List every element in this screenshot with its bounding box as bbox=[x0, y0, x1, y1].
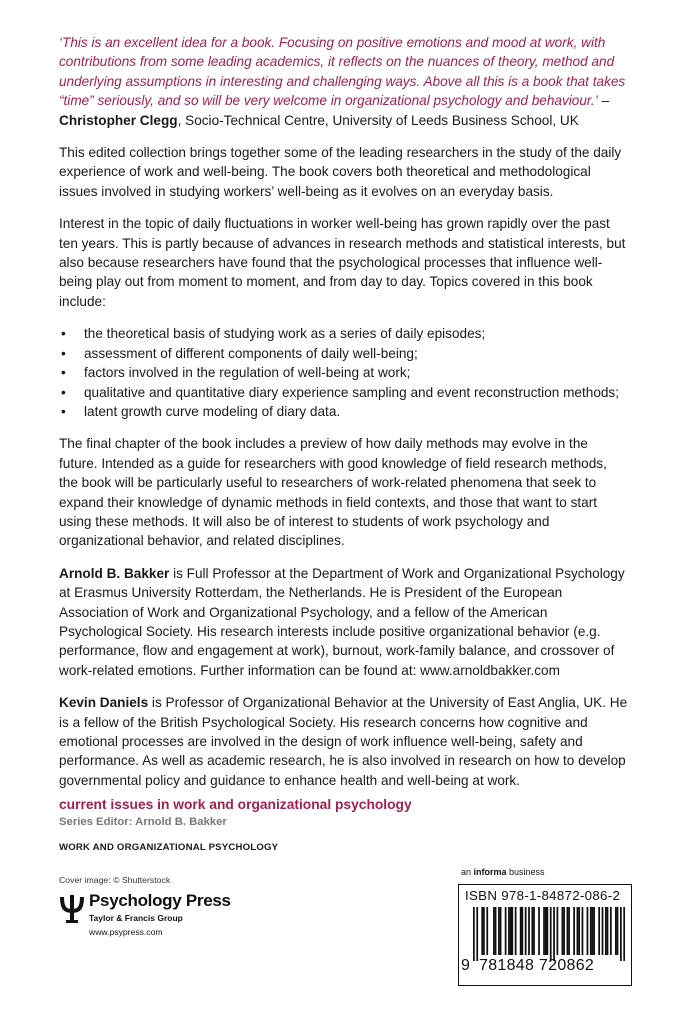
barcode-bar bbox=[593, 907, 595, 955]
barcode-bar bbox=[573, 907, 575, 955]
barcode-bar bbox=[620, 907, 622, 961]
bullet-icon: • bbox=[61, 365, 66, 381]
barcode-digits: 781848 720862 bbox=[479, 957, 595, 974]
barcode-bar bbox=[582, 907, 584, 955]
barcode-bar bbox=[567, 907, 569, 955]
barcode-bar bbox=[510, 907, 512, 955]
barcode-bar bbox=[598, 907, 600, 955]
barcode-bar bbox=[590, 907, 592, 955]
intro-paragraph: This edited collection brings together some of the leading researchers in the study of the daily experience of work and well-being. The book covers both theoretical and methodological issues involved in studying workers’ well-being as it evolves on an everyday basis. bbox=[59, 145, 622, 199]
list-item: • qualitative and quantitative diary experience sampling and event reconstruction methods; bbox=[59, 383, 629, 402]
series-title: current issues in work and organizational psychology bbox=[59, 797, 412, 812]
barcode-bar bbox=[493, 907, 495, 955]
barcode-first-digit: 9 bbox=[461, 957, 470, 974]
bio-text: is Full Professor at the Department of Work and Organizational Psychology at Erasmus University Rotterdam, the Netherlands. He is President of the European Association of Work and Organizational Psychology, and a fellow of the American Psychological Society. His research interests include positive organizational behavior (e.g. performance, flow and engagement at work), burnout, work-family balance, and crossover of work-related emotions. Further information can be found at: www.arnoldbakker.com bbox=[59, 565, 625, 678]
list-item: • assessment of different components of daily well-being; bbox=[59, 344, 629, 363]
barcode-bars bbox=[473, 907, 625, 961]
quote-affiliation: , Socio-Technical Centre, University of Leeds Business School, UK bbox=[177, 112, 579, 128]
barcode-bar bbox=[538, 907, 540, 955]
publisher-group: Taylor & Francis Group bbox=[89, 913, 183, 923]
barcode-bar bbox=[615, 907, 617, 955]
barcode-bar bbox=[543, 907, 545, 955]
barcode-bar bbox=[525, 907, 527, 955]
barcode-bar bbox=[520, 907, 522, 955]
barcode-bar bbox=[562, 907, 564, 955]
barcode-bar bbox=[521, 907, 523, 955]
endorsement-quote bbox=[59, 33, 629, 130]
series-editor: Series Editor: Arnold B. Bakker bbox=[59, 816, 227, 828]
quote-text: ‘This is an excellent idea for a book. Focusing on positive emotions and mood at work, with contributions from some leading academics, it reflects on the nuances of theory, method and underlying assumptions in interesting and challenging ways. Above all this is a book that takes “time” seriously, and so will be very welcome in organizational psychology and behaviour.’ bbox=[59, 35, 626, 109]
bio-daniels bbox=[59, 693, 629, 790]
barcode-bar bbox=[473, 907, 475, 961]
barcode-bar bbox=[617, 907, 619, 955]
back-cover-text bbox=[59, 33, 629, 803]
barcode-bar bbox=[505, 907, 507, 955]
barcode-bar bbox=[605, 907, 607, 955]
quote-author: Christopher Clegg bbox=[59, 112, 178, 128]
barcode-bar bbox=[511, 907, 513, 955]
barcode-bar bbox=[533, 907, 535, 955]
barcode-bar bbox=[592, 907, 594, 955]
publisher-logo bbox=[59, 890, 279, 940]
bio-text: is Professor of Organizational Behavior at the University of East Anglia, UK. He is a fellow of the British Psychological Society. His research concerns how cognitive and emotional processes are involved in the design of work influence well-being, safety and performance. As well as academic research, he is also involved in research on how to develop governmental policy and guidance to enhance health and well-being at work. bbox=[59, 695, 628, 788]
barcode-bar bbox=[607, 907, 609, 955]
barcode-bar bbox=[623, 907, 625, 961]
list-item: • factors involved in the regulation of well-being at work; bbox=[59, 363, 629, 382]
barcode-bar bbox=[545, 907, 547, 955]
barcode-bar bbox=[587, 907, 589, 955]
final-chapter-paragraph: The final chapter of the book includes a preview of how daily methods may evolve in the future. Intended as a guide for researchers with good knowledge of field research methods, the book will be particularly useful to researchers of work-related phenomena that seek to expand their knowledge of dynamic methods in field contexts, and those that want to start using these methods. It will also be of interest to students of work psychology and organizational behavior, and related disciplines. bbox=[59, 436, 607, 549]
publisher-name: Psychology Press bbox=[89, 891, 231, 910]
topics-list bbox=[59, 324, 629, 421]
informa-business: an informa business bbox=[461, 867, 545, 877]
barcode-bar bbox=[528, 907, 530, 955]
barcode-bar bbox=[578, 907, 580, 955]
barcode-bar bbox=[476, 907, 478, 961]
bio-bakker bbox=[59, 564, 629, 680]
list-item: • the theoretical basis of studying work as a series of daily episodes; bbox=[59, 324, 629, 343]
bullet-icon: • bbox=[61, 326, 66, 342]
publisher-url: www.psypress.com bbox=[89, 927, 163, 937]
subject-category: WORK AND ORGANIZATIONAL PSYCHOLOGY bbox=[59, 842, 279, 853]
isbn-number: ISBN 978-1-84872-086-2 bbox=[465, 888, 621, 903]
barcode-bar bbox=[498, 907, 500, 955]
series-block bbox=[59, 796, 639, 830]
barcode-bar bbox=[553, 907, 555, 961]
barcode-bar bbox=[495, 907, 497, 955]
bio-name: Kevin Daniels bbox=[59, 695, 149, 711]
psi-icon bbox=[59, 894, 85, 924]
barcode-bar bbox=[481, 907, 483, 955]
barcode-bar bbox=[508, 907, 510, 955]
bio-name: Arnold B. Bakker bbox=[59, 565, 170, 581]
barcode-bar bbox=[546, 907, 548, 955]
barcode-bar bbox=[602, 907, 604, 955]
interest-paragraph: Interest in the topic of daily fluctuations in worker well-being has grown rapidly over the past ten years. This is partly because of advances in research methods and statistical interests, but also because researchers have found that the psychological processes that influence well-being play out from moment to moment, and from day to day. Topics covered in this book include: bbox=[59, 216, 626, 309]
barcode-bar bbox=[610, 907, 612, 955]
bullet-icon: • bbox=[61, 403, 66, 419]
quote-dash: – bbox=[597, 93, 610, 109]
bullet-icon: • bbox=[61, 345, 66, 361]
barcode-bar bbox=[550, 907, 552, 961]
barcode-bar bbox=[563, 907, 565, 955]
barcode-bar bbox=[577, 907, 579, 955]
bullet-icon: • bbox=[61, 384, 66, 400]
isbn-barcode bbox=[458, 884, 632, 986]
cover-image-credit: Cover image: © Shutterstock bbox=[59, 875, 171, 885]
barcode-bar bbox=[515, 907, 517, 955]
list-item: • latent growth curve modeling of diary data. bbox=[59, 402, 629, 421]
barcode-bar bbox=[531, 907, 533, 955]
barcode-bar bbox=[557, 907, 559, 955]
barcode-bar bbox=[500, 907, 502, 955]
informa-brand: informa bbox=[473, 867, 507, 877]
barcode-bar bbox=[483, 907, 485, 955]
barcode-bar bbox=[486, 907, 488, 955]
barcode-bar bbox=[568, 907, 570, 955]
